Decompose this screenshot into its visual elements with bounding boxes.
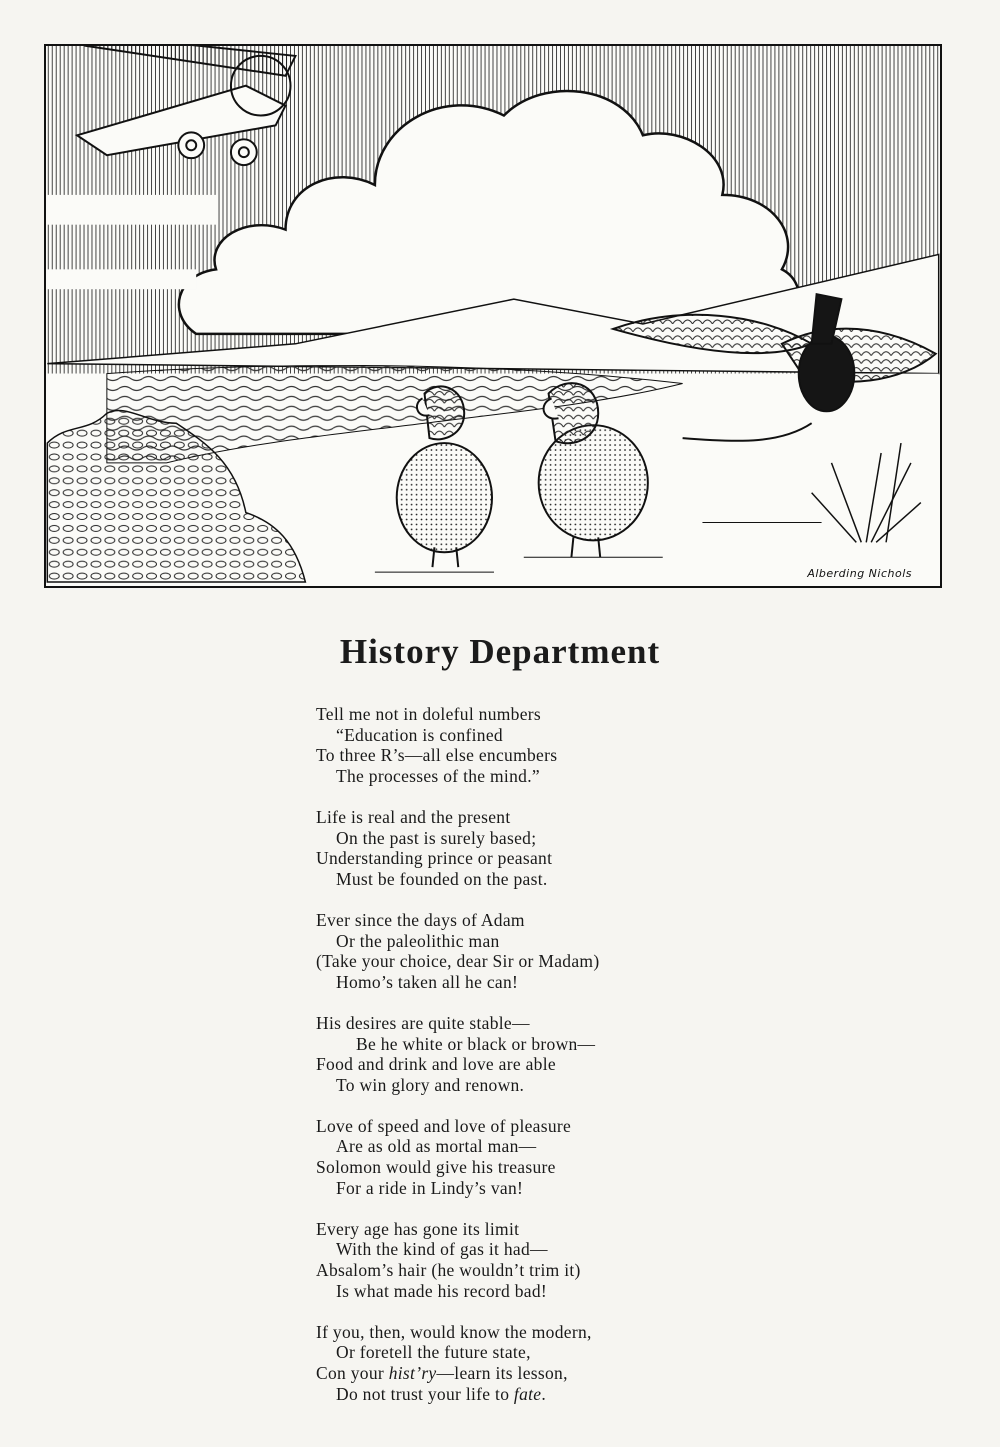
poem-line: Love of speed and love of pleasure xyxy=(316,1115,572,1136)
poem-line: Must be founded on the past. xyxy=(336,868,548,889)
poem-stanza xyxy=(316,1219,736,1301)
poem-stanza xyxy=(316,1116,736,1198)
poem-stanza xyxy=(316,1013,736,1095)
poem-line: Ever since the days of Adam xyxy=(316,909,525,930)
poem-line: Or foretell the future state, xyxy=(336,1342,531,1363)
poem-line: The processes of the mind.” xyxy=(336,765,540,786)
poem-line: Homo’s taken all he can! xyxy=(336,971,519,992)
poem-line: To win glory and renown. xyxy=(336,1074,525,1095)
poem-line: Tell me not in doleful numbers xyxy=(316,704,542,724)
page-title: History Department xyxy=(339,632,661,671)
poem-line: Is what made his record bad! xyxy=(336,1280,548,1301)
poem-line: Con your hist’ry—learn its lesson, xyxy=(316,1363,568,1383)
poem-stanza xyxy=(316,807,736,889)
artist-signature: Alberding Nichols xyxy=(807,567,912,580)
poem-stanza xyxy=(316,1322,736,1404)
poem-line: For a ride in Lindy’s van! xyxy=(336,1177,524,1198)
poem-line: With the kind of gas it had— xyxy=(336,1239,548,1260)
landscape-illustration-icon xyxy=(46,46,940,586)
poem-stanza xyxy=(316,704,736,786)
poem-line: Or the paleolithic man xyxy=(336,930,500,951)
poem-line: If you, then, would know the modern, xyxy=(316,1321,592,1342)
poem-line: Every age has gone its limit xyxy=(316,1218,520,1239)
poem-line: Life is real and the present xyxy=(316,806,511,827)
poem xyxy=(316,704,736,1425)
poem-line: “Education is confined xyxy=(336,724,503,745)
poem-line: To three R’s—all else encumbers xyxy=(316,745,558,766)
poem-line: Do not trust your life to fate. xyxy=(336,1383,547,1404)
poem-stanza xyxy=(316,910,736,992)
poem-line: Be he white or black or brown— xyxy=(356,1033,596,1054)
poem-line: Food and drink and love are able xyxy=(316,1054,556,1075)
header-illustration xyxy=(44,44,942,588)
poem-line: On the past is surely based; xyxy=(336,827,537,848)
poem-line: Understanding prince or peasant xyxy=(316,848,553,869)
poem-line: (Take your choice, dear Sir or Madam) xyxy=(316,951,600,972)
poem-line: Solomon would give his treasure xyxy=(316,1157,556,1178)
poem-line: Are as old as mortal man— xyxy=(336,1136,537,1157)
poem-line: His desires are quite stable— xyxy=(316,1012,530,1033)
poem-line: Absalom’s hair (he wouldn’t trim it) xyxy=(316,1260,581,1281)
